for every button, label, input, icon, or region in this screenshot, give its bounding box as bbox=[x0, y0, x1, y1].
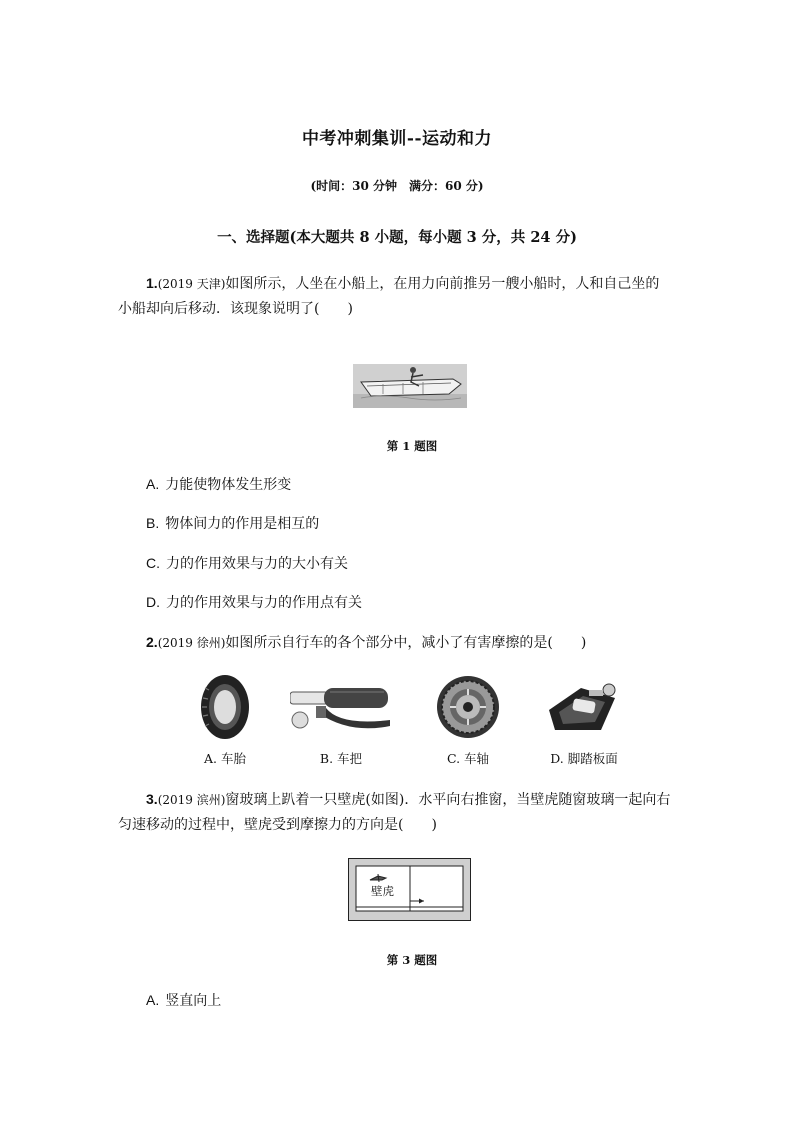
q1-figure-caption: 第 1 题图 bbox=[386, 439, 438, 453]
page-title: 中考冲刺集训--运动和力 bbox=[301, 129, 493, 149]
q1-option-d[interactable]: D. 力的作用效果与力的作用点有关 bbox=[146, 594, 362, 611]
window-figure bbox=[348, 858, 471, 921]
q2-number: 2. bbox=[146, 634, 158, 650]
exam-info: (时间：30 分钟 满分：60 分) bbox=[310, 179, 484, 193]
axle-icon bbox=[436, 675, 500, 739]
q3-text-line1: 窗玻璃上趴着一只壁虎(如图)．水平向右推窗，当壁虎随窗玻璃一起向右 bbox=[225, 792, 671, 808]
q2-text: 如图所示自行车的各个部分中，减小了有害摩擦的是( ) bbox=[225, 635, 587, 651]
q2-caption-d: D. 脚踏板面 bbox=[550, 751, 618, 766]
q1-text-line1: 如图所示，人坐在小船上，在用力向前推另一艘小船时，人和自己坐的 bbox=[225, 276, 660, 292]
q1-option-b[interactable]: B. 物体间力的作用是相互的 bbox=[146, 515, 320, 532]
gecko-label: 壁虎 bbox=[371, 884, 394, 898]
q3-figure-caption: 第 3 题图 bbox=[386, 953, 438, 967]
pedal-icon bbox=[545, 680, 621, 736]
section-heading: 一、选择题(本大题共 8 小题，每小题 3 分，共 24 分) bbox=[217, 229, 577, 246]
q2-line bbox=[146, 632, 586, 653]
q3-option-a[interactable]: A. 竖直向上 bbox=[146, 992, 222, 1009]
q2-caption-c: C. 车轴 bbox=[446, 751, 490, 766]
q1-option-c[interactable]: C. 力的作用效果与力的大小有关 bbox=[146, 555, 348, 572]
tire-icon bbox=[199, 674, 251, 740]
q3-source: (2019 滨州) bbox=[157, 793, 226, 807]
q1-text-line2: 小船却向后移动．该现象说明了( ) bbox=[118, 301, 353, 317]
boat-figure bbox=[353, 364, 467, 408]
q3-number: 3. bbox=[146, 791, 158, 807]
q3-line1 bbox=[146, 789, 670, 810]
q2-source: (2019 徐州) bbox=[157, 636, 226, 650]
q1-source: (2019 天津) bbox=[157, 277, 226, 291]
q2-caption-b: B. 车把 bbox=[319, 751, 363, 766]
q1-number: 1. bbox=[146, 275, 158, 291]
q1-option-a[interactable]: A. 力能使物体发生形变 bbox=[146, 476, 292, 493]
handlebar-icon bbox=[290, 684, 394, 736]
q1-line1 bbox=[146, 273, 659, 294]
q3-text-line2: 匀速移动的过程中，壁虎受到摩擦力的方向是( ) bbox=[118, 817, 437, 833]
q2-caption-a: A. 车胎 bbox=[204, 751, 246, 766]
